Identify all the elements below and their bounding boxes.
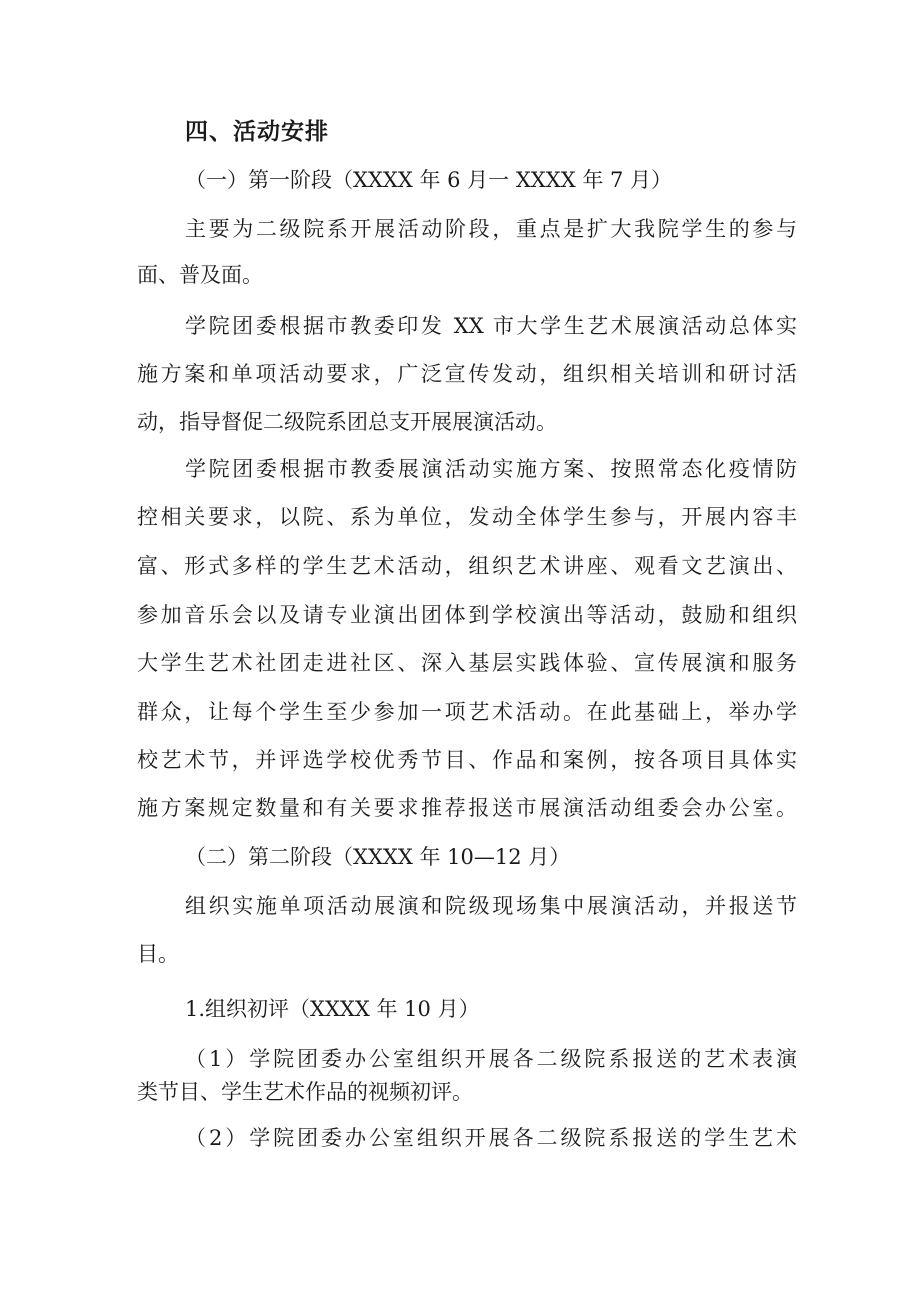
paragraph-line: 参加音乐会以及请专业演出团体到学校演出等活动，鼓励和组织 xyxy=(137,603,797,627)
list-item-line: 类节目、学生艺术作品的视频初评。 xyxy=(137,1080,473,1104)
paragraph-line: 大学生艺术社团走进社区、深入基层实践体验、宣传展演和服务 xyxy=(137,651,797,675)
list-item-line: （1）学院团委办公室组织开展各二级院系报送的艺术表演 xyxy=(185,1047,797,1071)
subsection-heading-stage-2: （二）第二阶段（XXXX 年 10—12 月） xyxy=(185,845,571,869)
paragraph-line: 目。 xyxy=(137,942,179,966)
paragraph-line: 组织实施单项活动展演和院级现场集中展演活动，并报送节 xyxy=(185,894,797,918)
paragraph-line: 动，指导督促二级院系团总支开展展演活动。 xyxy=(137,410,557,434)
paragraph-line: 富、形式多样的学生艺术活动，组织艺术讲座、观看文艺演出、 xyxy=(137,554,797,578)
paragraph-line: 面、普及面。 xyxy=(137,263,263,287)
subsection-heading-stage-1: （一）第一阶段（XXXX 年 6 月一 XXXX 年 7 月） xyxy=(185,168,673,192)
paragraph-line: 群众，让每个学生至少参加一项艺术活动。在此基础上，举办学 xyxy=(137,700,797,724)
list-item-line: （2）学院团委办公室组织开展各二级院系报送的学生艺术 xyxy=(185,1126,797,1150)
paragraph-line: 主要为二级院系开展活动阶段，重点是扩大我院学生的参与 xyxy=(185,217,797,241)
list-heading-initial-review: 1.组织初评（XXXX 年 10 月） xyxy=(185,997,480,1021)
paragraph-line: 校艺术节，并评选学校优秀节目、作品和案例，按各项目具体实 xyxy=(137,748,797,772)
paragraph-line: 学院团委根据市教委展演活动实施方案、按照常态化疫情防 xyxy=(185,457,797,481)
paragraph-line: 施方案和单项活动要求，广泛宣传发动，组织相关培训和研讨活 xyxy=(137,362,797,386)
paragraph-line: 控相关要求，以院、系为单位，发动全体学生参与，开展内容丰 xyxy=(137,505,797,529)
paragraph-line: 施方案规定数量和有关要求推荐报送市展演活动组委会办公室。 xyxy=(137,796,797,820)
paragraph-line: 学院团委根据市教委印发 XX 市大学生艺术展演活动总体实 xyxy=(185,314,797,338)
section-heading: 四、活动安排 xyxy=(185,119,329,145)
